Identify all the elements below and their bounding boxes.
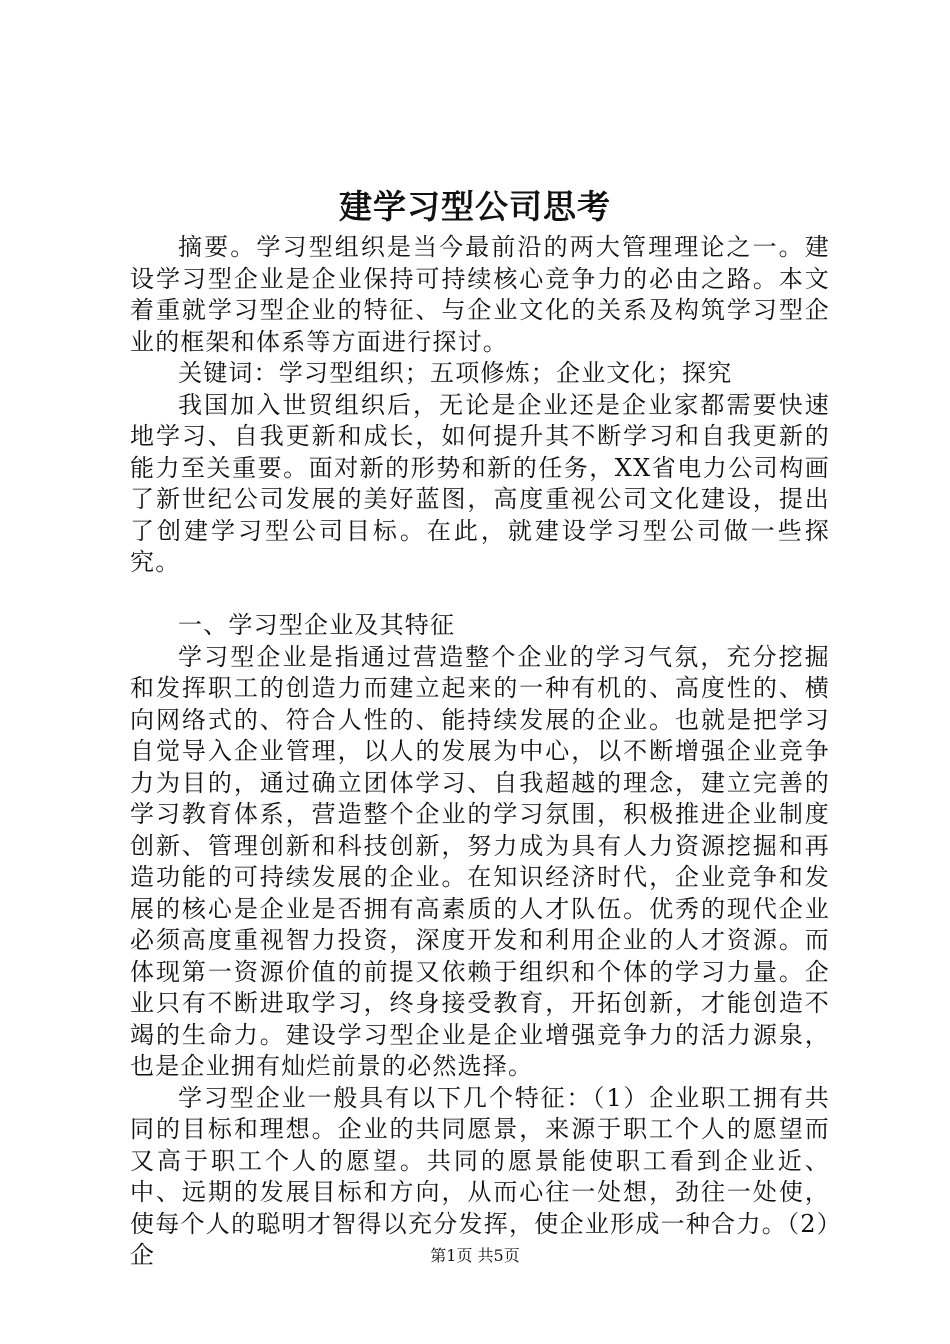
intro-paragraph: 我国加入世贸组织后，无论是企业还是企业家都需要快速地学习、自我更新和成长，如何提升其不断学习和自我更新的能力至关重要。面对新的形势和新的任务，XX省电力公司构画了新世纪公司发展的美好蓝图，高度重视公司文化建设，提出了创建学习型公司目标。在此，就建设学习型公司做一些探究。 bbox=[130, 390, 830, 576]
abstract-paragraph: 摘要。学习型组织是当今最前沿的两大管理理论之一。建设学习型企业是企业保持可持续核心竞争力的必由之路。本文着重就学习型企业的特征、与企业文化的关系及构筑学习型企业的框架和体系等方面进行探讨。 bbox=[130, 233, 830, 356]
page-title: 建学习型公司思考 bbox=[339, 187, 611, 226]
document-body bbox=[130, 232, 830, 1272]
body-paragraph: 学习型企业一般具有以下几个特征：（1）企业职工拥有共同的目标和理想。企业的共同愿景，来源于职工个人的愿望而又高于职工个人的愿望。共同的愿景能使职工看到企业近、中、远期的发展目标和方向，从而心往一处想，劲往一处使，使每个人的聪明才智得以充分发挥，使企业形成一种合力。（2）企 bbox=[130, 1083, 830, 1269]
keywords-paragraph: 关键词：学习型组织；五项修炼；企业文化；探究 bbox=[178, 359, 733, 387]
body-paragraph: 学习型企业是指通过营造整个企业的学习气氛，充分挖掘和发挥职工的创造力而建立起来的一种有机的、高度性的、横向网络式的、符合人性的、能持续发展的企业。也就是把学习自觉导入企业管理，以人的发展为中心，以不断增强企业竞争力为目的，通过确立团体学习、自我超越的理念，建立完善的学习教育体系，营造整个企业的学习氛围，积极推进企业制度创新、管理创新和科技创新，努力成为具有人力资源挖掘和再造功能的可持续发展的企业。在知识经济时代，企业竞争和发展的核心是企业是否拥有高素质的人才队伍。优秀的现代企业必须高度重视智力投资，深度开发和利用企业的人才资源。而体现第一资源价值的前提又依赖于组织和个体的学习力量。企业只有不断进取学习，终身接受教育，开拓创新，才能创造不竭的生命力。建设学习型企业是企业增强竞争力的活力源泉，也是企业拥有灿烂前景的必然选择。 bbox=[130, 642, 830, 1080]
page-number-footer: 第1页 共5页 bbox=[430, 1246, 520, 1265]
section-heading: 一、学习型企业及其特征 bbox=[178, 611, 456, 639]
